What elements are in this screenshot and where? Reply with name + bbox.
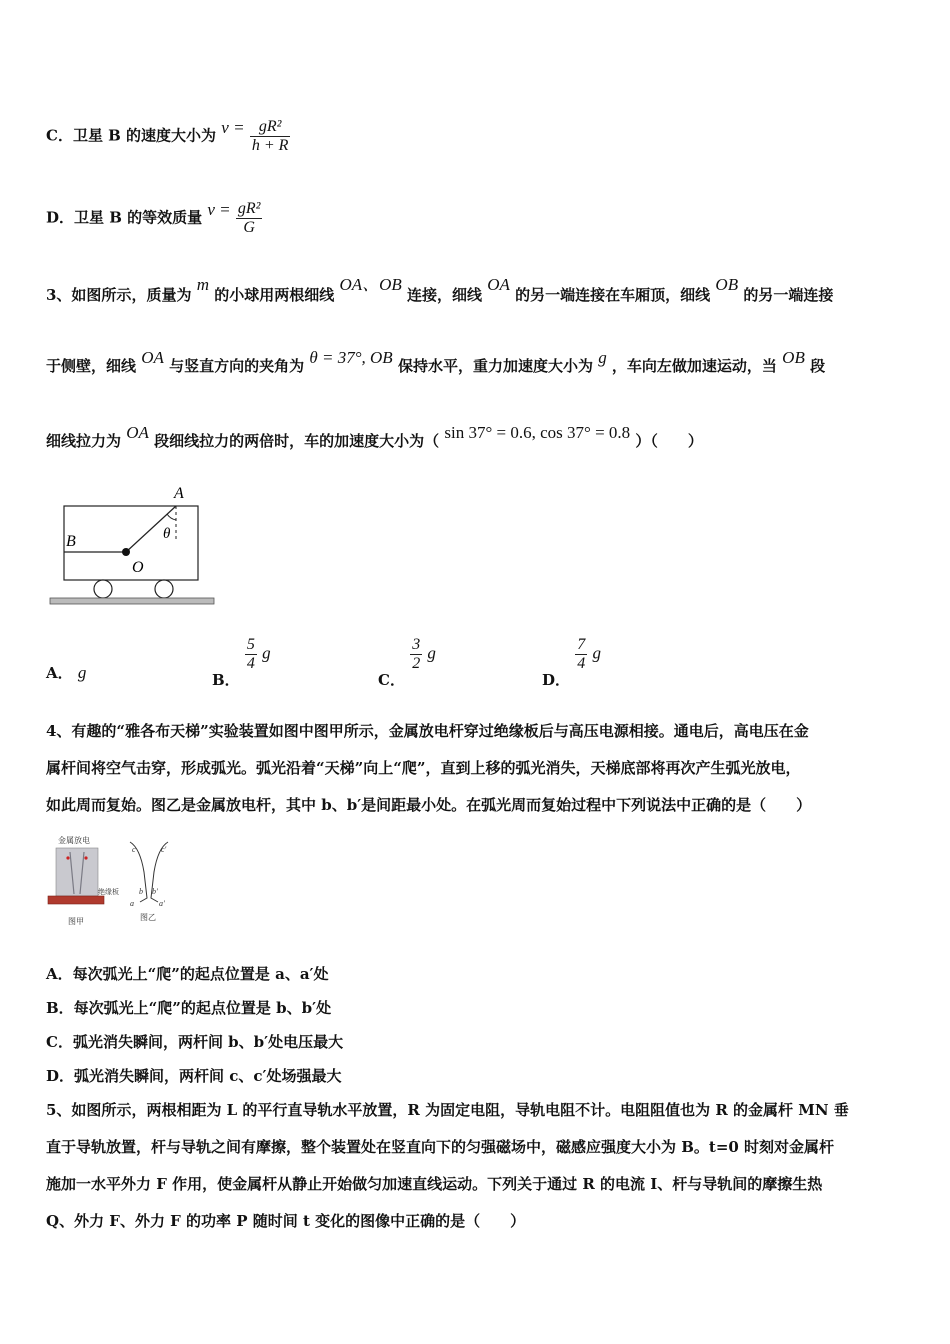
fraction-denominator: G [243,219,255,236]
option-letter: D． [542,670,571,689]
q4-option-c: C．弧光消失瞬间，两杆间 b、b′处电压最大 [46,1033,344,1051]
math-oa-ob: OA、OB [339,275,402,294]
label-rod: 金属放电 [58,836,90,845]
q5-line-2: 直于导轨放置，杆与导轨之间有摩擦，整个装置处在竖直向下的匀强磁场中，磁感应强度大小为 B。t=0 时刻对金属杆 [46,1138,835,1156]
fraction-numerator: 5 [246,636,255,653]
option-fraction [575,636,587,673]
math-m: m [196,275,209,294]
text: ）（ ） [635,432,703,450]
q3-option-a [46,662,86,683]
label-a-prime: a′ [159,899,165,908]
fraction-numerator: gR² [250,118,291,137]
label-yi: 图乙 [140,913,156,922]
option-fraction [245,636,257,673]
text: 的另一端连接在车厢顶，细线 [515,286,711,304]
math-oa: OA [487,275,510,294]
q4-line-1: 4、有趣的“雅各布天梯”实验装置如图中图甲所示，金属放电杆穿过绝缘板后与高压电源相接。通电后，高电压在金 [46,722,809,740]
label-a: a [130,899,134,908]
label-o: O [132,559,144,576]
fraction-denominator: 4 [246,655,255,672]
math-g: g [262,643,271,663]
math-g: g [427,643,436,663]
label-board: 绝缘板 [98,889,119,896]
q3-line-1 [46,275,834,305]
label-c: c [132,845,136,854]
option-fraction [410,636,422,673]
q4-jacob-ladder-figure [44,832,180,932]
fraction-denominator: 4 [577,655,586,672]
wheel-right [155,580,173,598]
q4-option-d: D．弧光消失瞬间，两杆间 c、c′处场强最大 [46,1067,342,1085]
q2-option-d-fraction [236,200,263,237]
wheel-left [94,580,112,598]
q5-line-1: 5、如图所示，两根相距为 L 的平行直导轨水平放置，R 为固定电阻，导轨电阻不计。电阻阻值也为 R 的金属杆 MN 垂 [46,1101,849,1119]
text: 细线拉力为 [46,432,122,450]
text: ，车向左做加速运动，当 [611,357,777,375]
q2-option-c-fraction [250,118,291,155]
label-c-prime: c′ [161,845,167,854]
math-ob: OB [715,275,739,294]
fraction-numerator: 7 [577,636,586,653]
text: 于侧壁，细线 [46,357,137,375]
option-letter: B． [212,670,240,689]
math-oa: OA [141,348,164,367]
label-theta: θ [163,526,171,542]
math-g: g [77,663,87,682]
text: 段细线拉力的两倍时，车的加速度大小为（ [154,432,440,450]
q2-option-c [46,118,290,155]
text: 的小球用两根细线 [214,286,335,304]
label-b: B [66,533,76,550]
label-a: A [174,485,184,502]
q3-option-b [212,636,271,689]
q5-line-3: 施加一水平外力 F 作用，使金属杆从静止开始做匀加速直线运动。下列关于通过 R 的电流 I、杆与导轨间的摩擦生热 [46,1175,823,1193]
math-trig-values: sin 37° = 0.6, cos 37° = 0.8 [444,423,631,442]
q2-option-d-label: D．卫星 B 的等效质量 [46,208,203,227]
ground [50,598,214,604]
car-body [64,506,198,580]
text: 保持水平，重力加速度大小为 [397,357,593,375]
q4-line-3: 如此周而复始。图乙是金属放电杆，其中 b、b′是间距最小处。在弧光周而复始过程中下列说法中正确的是（ ） [46,796,812,814]
q3-option-d [542,636,601,689]
q5-line-4: Q、外力 F、外力 F 的功率 P 随时间 t 变化的图像中正确的是（ ） [46,1212,526,1230]
glass-tube [56,848,98,896]
math-g: g [598,348,607,367]
text: 连接，细线 [407,286,483,304]
option-letter: A． [46,664,73,682]
angle-arc [167,514,176,520]
label-jia: 图甲 [68,917,84,926]
ball [122,548,130,556]
q4-option-a: A．每次弧光上“爬”的起点位置是 a、a′处 [46,965,329,983]
q2-option-d [46,200,262,237]
math-ob: OB [782,348,805,367]
text: 的另一端连接 [743,286,834,304]
text: 与竖直方向的夹角为 [169,357,305,375]
math-theta: θ = 37°, OB [309,348,393,367]
q3-option-c [378,636,436,689]
q2-option-c-label: C．卫星 B 的速度大小为 [46,126,217,145]
q3-line-3 [46,423,703,451]
base-board [48,896,104,904]
label-b-prime: b′ [152,887,158,896]
q3-car-figure [46,480,218,610]
math-g: g [592,643,601,663]
text: 3、如图所示，质量为 [46,286,192,304]
math-oa: OA [126,423,149,442]
spark-left [66,856,69,859]
q2-option-d-lhs: v = [207,199,231,219]
option-letter: C． [378,670,405,689]
fraction-numerator: 3 [412,636,421,653]
text: 段 [810,357,826,375]
label-b: b [139,887,143,896]
q2-option-c-lhs: v = [221,117,245,137]
q3-line-2 [46,348,826,376]
fraction-numerator: gR² [237,200,261,217]
fraction-denominator: h + R [251,137,289,154]
spark-right [84,856,87,859]
q4-line-2: 属杆间将空气击穿，形成弧光。弧光沿着“天梯”向上“爬”，直到上移的弧光消失，天梯底部将再次产生弧光放电， [46,759,801,777]
q4-option-b: B．每次弧光上“爬”的起点位置是 b、b′处 [46,999,332,1017]
fraction-denominator: 2 [412,655,421,672]
